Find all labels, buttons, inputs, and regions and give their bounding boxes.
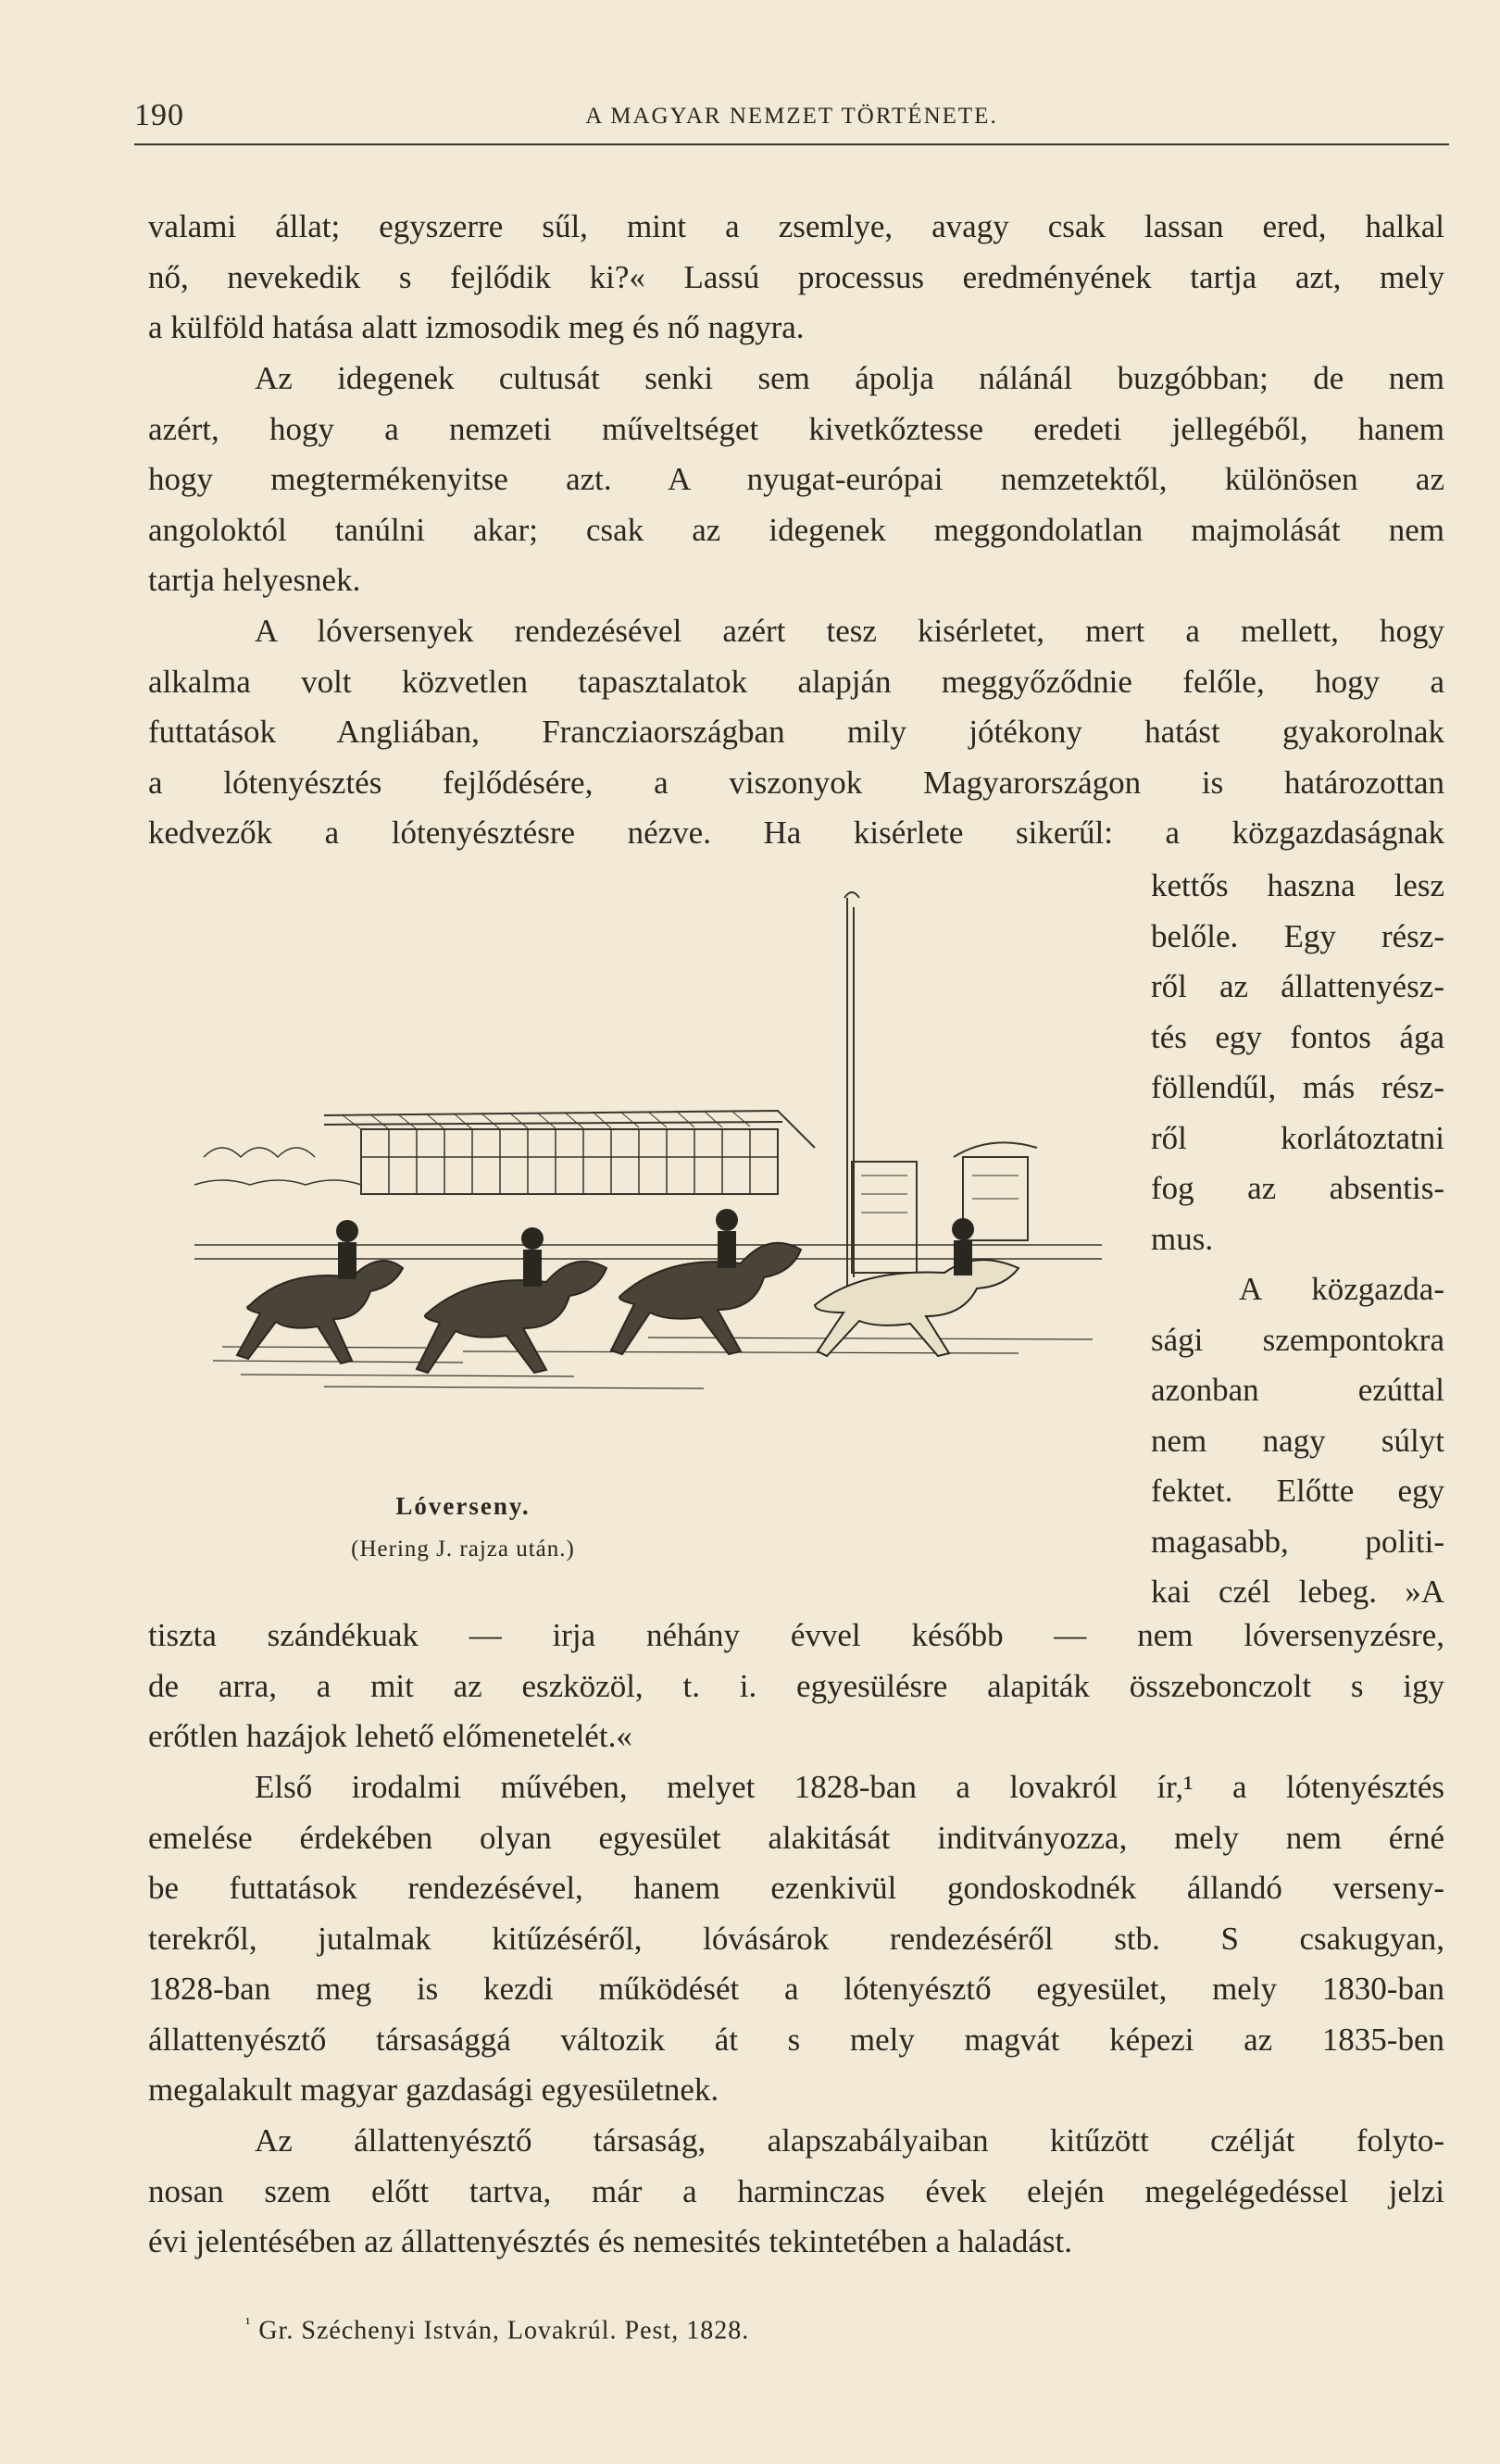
text-line: megalakult magyar gazdasági egyesületnek. xyxy=(148,2072,719,2108)
text-line: de arra, a mit az eszközöl, t. i. egyesülésre alapiták összebonczolt s igy xyxy=(148,1667,1444,1704)
text-line: fektet. Előtte egy xyxy=(1151,1473,1444,1509)
footnote xyxy=(245,2314,749,2346)
text-line: nő, nevekedik s fejlődik ki?« Lassú processus eredményének tartja azt, mely xyxy=(148,258,1444,295)
figure-caption-credit: (Hering J. rajza után.) xyxy=(351,1537,575,1562)
text-line: kedvezők a lótenyésztésre nézve. Ha kisérlete sikerűl: a közgazdaságnak xyxy=(148,815,1444,851)
page-number: 190 xyxy=(134,98,184,132)
text-line: tés egy fontos ága xyxy=(1151,1018,1444,1055)
text-line: 1828-ban meg is kezdi működését a lótenyésztő egyesület, mely 1830-ban xyxy=(148,1971,1444,2007)
text-line: kai czél lebeg. »A xyxy=(1151,1574,1444,1610)
text-line: tartja helyesnek. xyxy=(148,562,361,598)
text-line: föllendűl, más rész- xyxy=(1151,1069,1444,1105)
running-title: A MAGYAR NEMZET TÖRTÉNETE. xyxy=(585,104,998,129)
text-line: azért, hogy a nemzeti műveltséget kivetkőztesse eredeti jellegéből, hanem xyxy=(148,410,1444,447)
paragraph-4 xyxy=(148,1611,1444,1762)
text-line: erőtlen hazájok lehető előmenetelét.« xyxy=(148,1718,632,1754)
text-line: magasabb, politi- xyxy=(1151,1523,1444,1560)
text-line: azonban ezúttal xyxy=(1151,1372,1444,1408)
paragraph-6 xyxy=(148,2116,1444,2268)
text-line: A lóversenyek rendezésével azért tesz kisérletet, mert a mellett, hogy xyxy=(255,613,1444,649)
text-line: sági szempontokra xyxy=(1151,1321,1444,1358)
engraving-drawing xyxy=(185,879,1111,1435)
paragraph-5 xyxy=(148,1762,1444,2116)
text-line: A közgazda- xyxy=(1239,1271,1444,1307)
text-line: alkalma volt közvetlen tapasztalatok alapján meggyőződnie felőle, hogy a xyxy=(148,663,1444,700)
text-line: a lótenyésztés fejlődésére, a viszonyok Magyarországon is határozottan xyxy=(148,764,1444,801)
text-line: ről az állattenyész- xyxy=(1151,968,1444,1004)
text-line: valami állat; egyszerre sűl, mint a zsemlye, avagy csak lassan ered, halkal xyxy=(148,208,1444,244)
text-line: mus. xyxy=(1151,1220,1214,1257)
text-line: kettős haszna lesz xyxy=(1151,867,1444,903)
text-line: angoloktól tanúlni akar; csak az idegenek meggondolatlan majmolását nem xyxy=(148,511,1444,548)
footnote-marker: ¹ xyxy=(245,2314,252,2333)
paragraph-1 xyxy=(148,202,1444,354)
text-line: hogy megtermékenyitse azt. A nyugat-európai nemzetektől, különösen az xyxy=(148,461,1444,497)
running-head xyxy=(134,93,1449,139)
text-line: nosan szem előtt tartva, már a harminczas évek elején megelégedéssel jelzi xyxy=(148,2172,1444,2209)
paragraph-2 xyxy=(148,354,1444,606)
text-line: állattenyésztő társasággá változik át s mely magvát képezi az 1835-ben xyxy=(148,2021,1444,2058)
text-line: nem nagy súlyt xyxy=(1151,1422,1444,1459)
text-line: futtatások Angliában, Francziaországban mily jótékony hatást gyakorolnak xyxy=(148,714,1444,750)
text-line: a külföld hatása alatt izmosodik meg és nő nagyra. xyxy=(148,309,805,345)
text-line: belőle. Egy rész- xyxy=(1151,917,1444,954)
text-line: be futtatások rendezésével, hanem ezenkivül gondoskodnék állandó verseny- xyxy=(148,1870,1444,1906)
text-line: terekről, jutalmak kitűzéséről, lóvásárok rendezéséről stb. S csakugyan, xyxy=(148,1920,1444,1957)
text-line: ről korlátoztatni xyxy=(1151,1119,1444,1156)
text-line: Az állattenyésztő társaság, alapszabályaiban kitűzött czélját folyto- xyxy=(255,2122,1444,2159)
text-line: évi jelentésében az állattenyésztés és nemesités tekintetében a haladást. xyxy=(148,2223,1073,2259)
footnote-text: Gr. Széchenyi István, Lovakrúl. Pest, 1828. xyxy=(258,2316,750,2346)
wrap-column xyxy=(1151,861,1444,1618)
text-line: fog az absentis- xyxy=(1151,1170,1444,1206)
horse-race-illustration xyxy=(185,879,1111,1435)
text-line: Első irodalmi művében, melyet 1828-ban a lovakról ír,¹ a lótenyésztés xyxy=(255,1769,1444,1805)
text-line: tiszta szándékuak — irja néhány évvel később — nem lóversenyzésre, xyxy=(148,1617,1444,1653)
paragraph-3 xyxy=(148,606,1444,859)
figure-caption-title: Lóverseny. xyxy=(395,1492,531,1520)
text-line: emelése érdekében olyan egyesület alakitását inditványozza, mely nem érné xyxy=(148,1819,1444,1856)
header-rule xyxy=(134,143,1449,145)
text-line: Az idegenek cultusát senki sem ápolja nálánál buzgóbban; de nem xyxy=(255,360,1444,396)
